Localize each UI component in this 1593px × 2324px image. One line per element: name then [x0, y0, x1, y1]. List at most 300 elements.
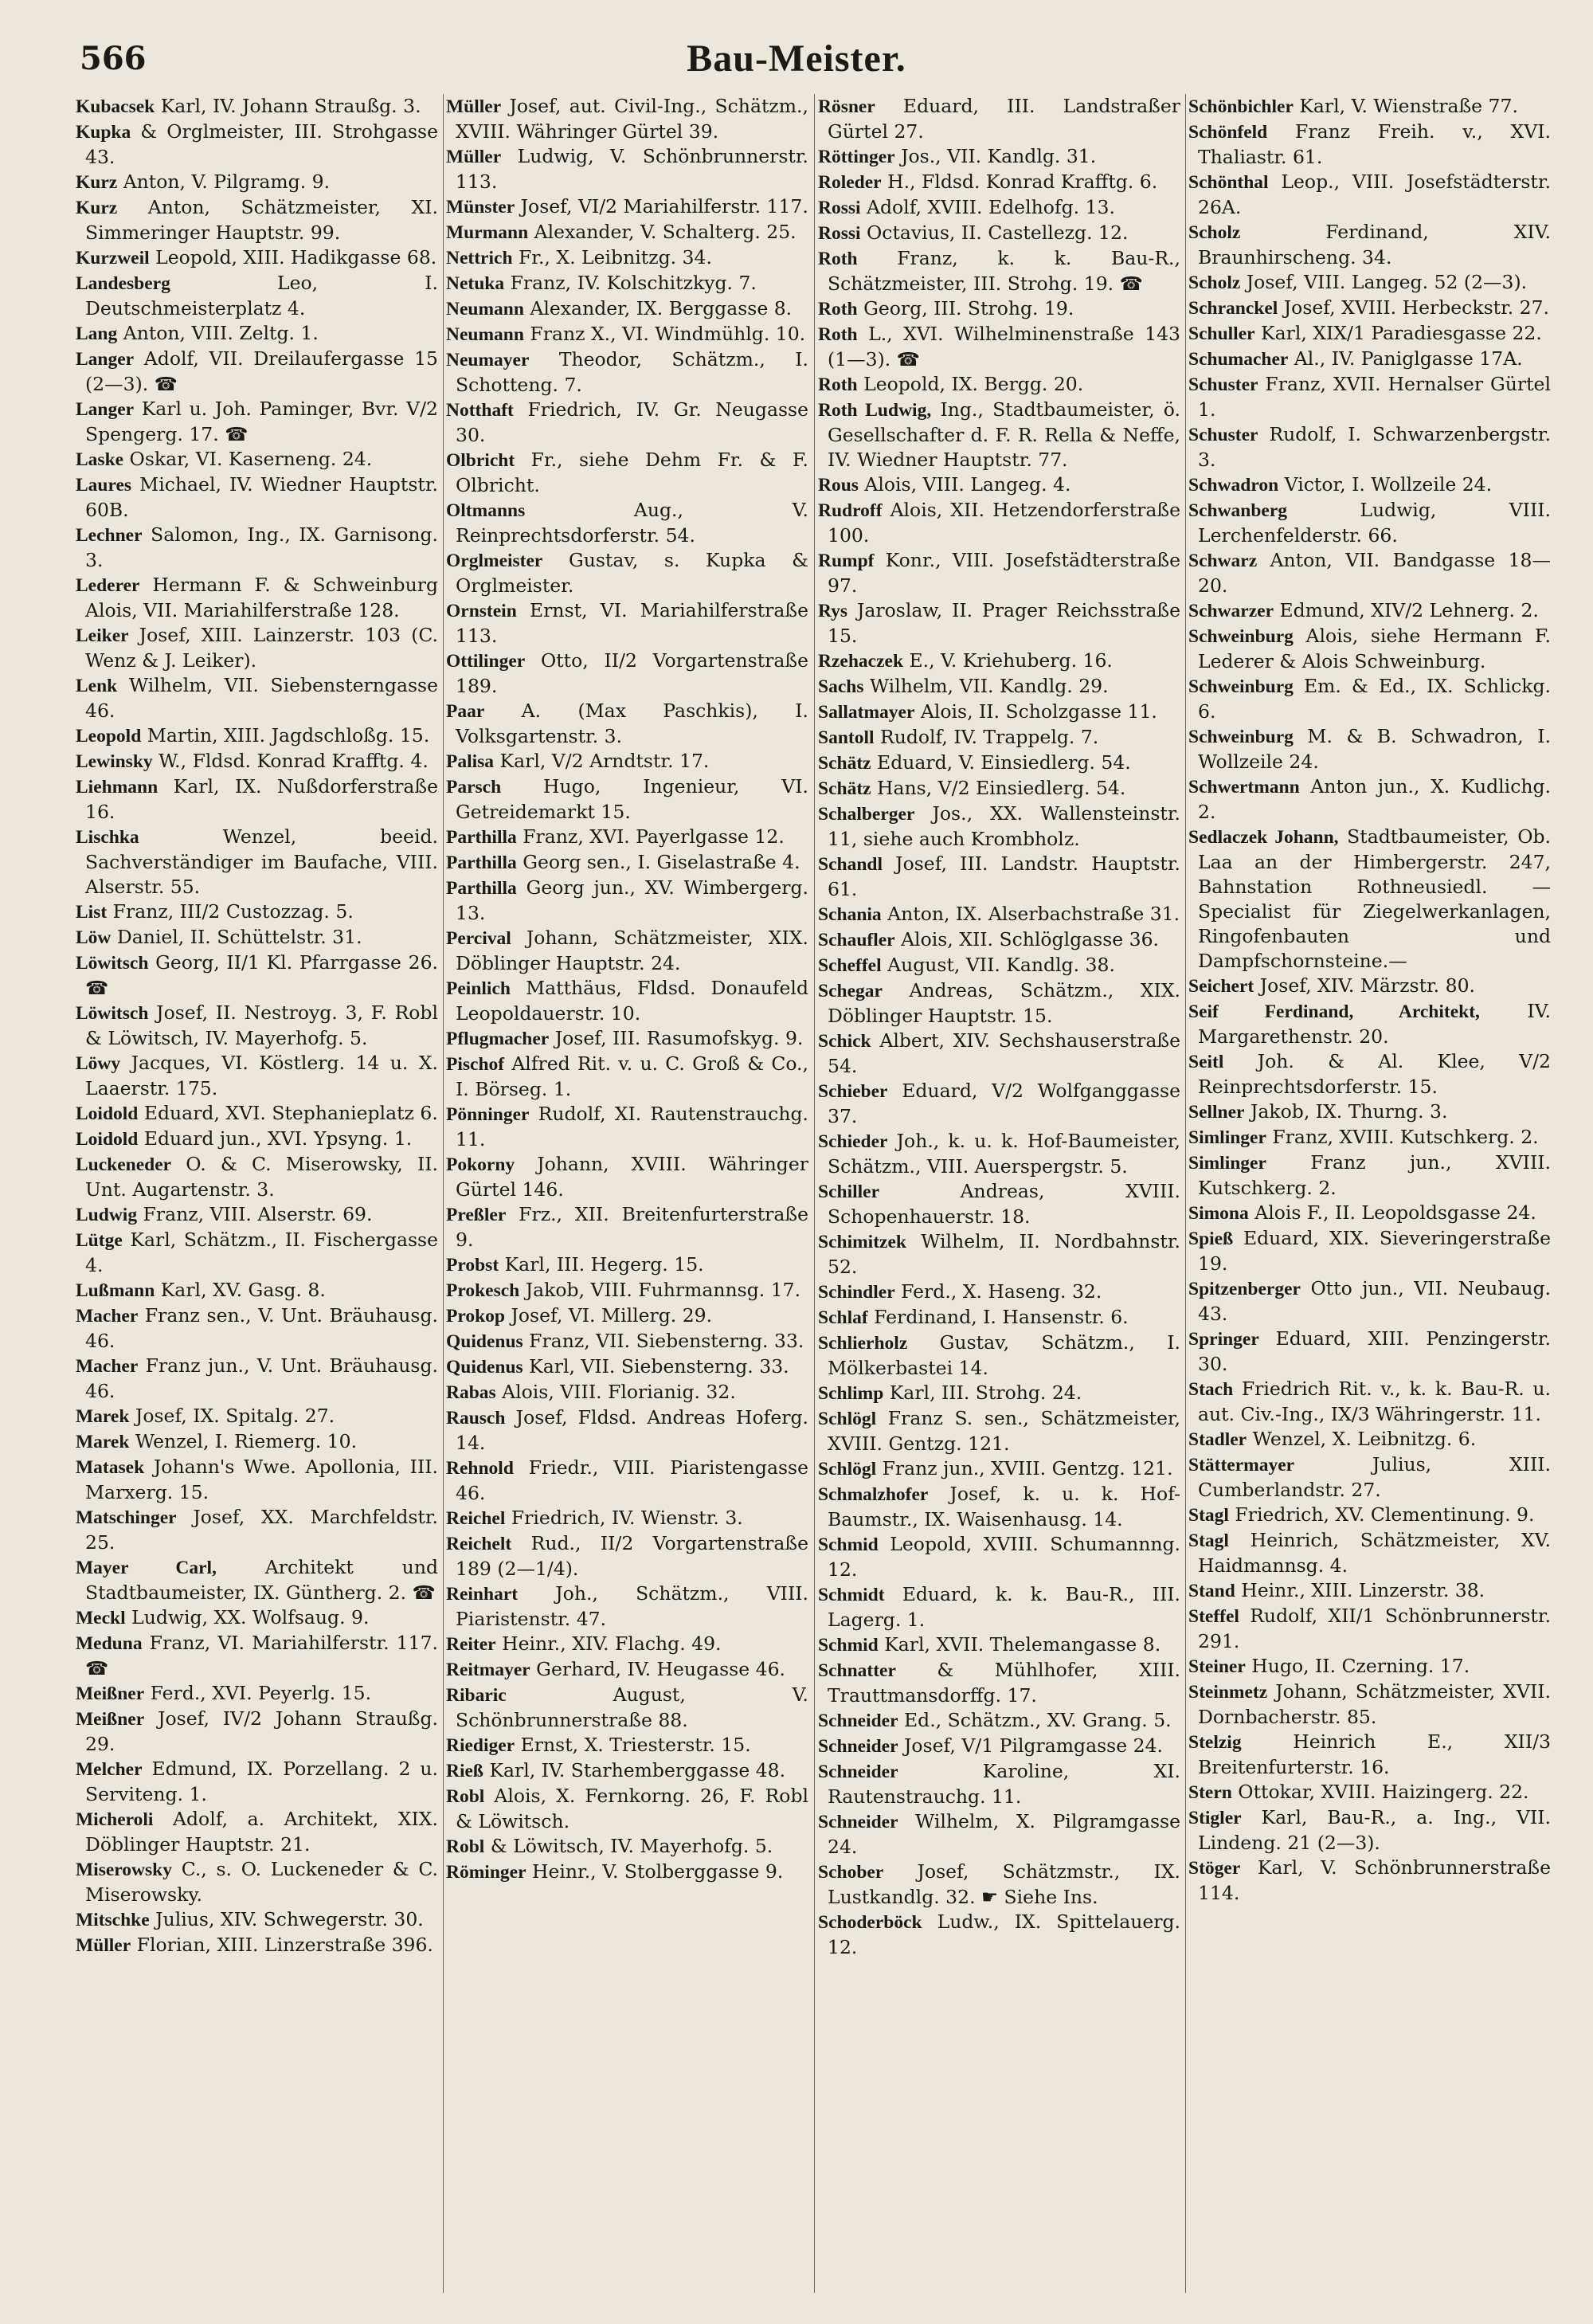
entry-name: Schweinburg — [1188, 727, 1294, 747]
directory-entry — [1188, 120, 1551, 170]
entry-details: Wenzel, X. Leibnitzg. 6. — [1247, 1428, 1477, 1450]
entry-name: Seif Ferdinand, Architekt, — [1188, 1001, 1480, 1022]
entry-details: Ernst, VI. Mariahilferstraße 113. — [456, 599, 808, 647]
directory-entry — [76, 1757, 438, 1807]
directory-entry — [76, 673, 438, 723]
directory-entry — [1188, 1327, 1551, 1377]
directory-entry — [446, 598, 808, 649]
entry-name: Parthilla — [446, 852, 517, 873]
entry-name: List — [76, 902, 108, 923]
directory-entry — [818, 94, 1180, 144]
directory-entry — [1188, 1125, 1551, 1150]
entry-name: Roth — [818, 249, 858, 269]
entry-details: Heinr., V. Stolberggasse 9. — [526, 1860, 784, 1883]
entry-name: Mitschke — [76, 1910, 150, 1930]
entry-name: Peinlich — [446, 978, 511, 999]
entry-name: Springer — [1188, 1329, 1259, 1350]
entry-details: Johann's Wwe. Apollonia, III. Marxerg. 15. — [85, 1456, 438, 1503]
directory-entry — [446, 825, 808, 850]
entry-name: Steinmetz — [1188, 1682, 1268, 1703]
directory-entry — [1188, 1503, 1551, 1528]
entry-details: Alois, X. Fernkorng. 26, F. Robl & Löwitsch. — [456, 1785, 808, 1832]
entry-details: Ludwig, XX. Wolfsaug. 9. — [125, 1606, 370, 1628]
entry-details: Josef, VIII. Langeg. 52 (2—3). — [1240, 271, 1528, 293]
directory-entry — [1188, 1528, 1551, 1578]
entry-details: Joh. & Al. Klee, V/2 Reinprechtsdorferstr. 15. — [1198, 1050, 1551, 1098]
directory-entry — [446, 1202, 808, 1252]
entry-name: Pflugmacher — [446, 1029, 550, 1049]
entry-details: Joh., k. u. k. Hof-Baumeister, Schätzm., VIII. Auerspergstr. 5. — [828, 1130, 1180, 1178]
entry-name: Lenk — [76, 676, 118, 696]
entry-details: Josef, XIV. Märzstr. 80. — [1254, 974, 1475, 997]
entry-name: Schlaf — [818, 1307, 868, 1328]
entry-name: Lang — [76, 323, 118, 344]
directory-entry — [76, 1505, 438, 1555]
entry-details: Karl, Bau-R., a. Ing., VII. Lindeng. 21 (2—3). — [1198, 1806, 1551, 1854]
entry-name: Rossi — [818, 198, 861, 218]
entry-name: Nettrich — [446, 248, 513, 268]
entry-details: Konr., VIII. Josefstädterstraße 97. — [828, 549, 1180, 597]
directory-entry — [446, 498, 808, 548]
directory-entry — [446, 1657, 808, 1683]
directory-entry — [76, 1681, 438, 1707]
entry-details: Ferdinand, I. Hansenstr. 6. — [867, 1306, 1129, 1328]
entry-name: Neumann — [446, 299, 524, 319]
entry-details: Ludw., IX. Spittelauerg. 12. — [828, 1911, 1180, 1958]
directory-entry — [446, 699, 808, 749]
directory-entry — [1188, 347, 1551, 372]
entry-name: Kurz — [76, 198, 118, 218]
entry-details: M. & B. Schwadron, I. Wollzeile 24. — [1198, 725, 1551, 773]
entry-details: Alois, siehe Hermann F. Lederer & Alois Schweinburg. — [1198, 625, 1551, 672]
entry-details: Jaroslaw, II. Prager Reichsstraße 15. — [828, 599, 1180, 647]
entry-name: Schmidt — [818, 1585, 885, 1605]
entry-name: Quidenus — [446, 1331, 523, 1352]
entry-details: Hugo, Ingenieur, VI. Getreidemarkt 15. — [456, 775, 808, 823]
directory-entry — [446, 1456, 808, 1506]
entry-name: Schönthal — [1188, 172, 1269, 193]
directory-entry — [818, 1708, 1180, 1734]
entry-name: Pönninger — [446, 1104, 530, 1125]
directory-entry — [818, 1759, 1180, 1809]
directory-entry — [1188, 825, 1551, 974]
directory-entry — [446, 1329, 808, 1354]
entry-details: Johann, XVIII. Währinger Gürtel 146. — [456, 1153, 808, 1201]
entry-details: Karl, XVII. Thelemangasse 8. — [878, 1633, 1161, 1656]
entry-details: Wilhelm, II. Nordbahnstr. 52. — [828, 1230, 1180, 1278]
entry-name: Schwadron — [1188, 475, 1279, 496]
entry-name: Schweinburg — [1188, 626, 1294, 647]
entry-details: Eduard, XIX. Sieveringerstraße 19. — [1198, 1227, 1551, 1275]
entry-details: Johann, Schätzmeister, XIX. Döblinger Hauptstr. 24. — [456, 927, 808, 974]
directory-entry — [76, 1907, 438, 1933]
entry-name: Lederer — [76, 575, 140, 596]
entry-name: Neumayer — [446, 350, 530, 370]
entry-name: Matasek — [76, 1457, 145, 1478]
directory-entry — [1188, 472, 1551, 498]
entry-details: Johann, Schätzmeister, XVII. Dornbacherstr. 85. — [1198, 1680, 1551, 1728]
entry-name: Rehnold — [446, 1458, 514, 1479]
entry-name: Schumacher — [1188, 349, 1289, 370]
entry-name: Kurzweil — [76, 248, 150, 268]
entry-name: Müller — [76, 1935, 131, 1956]
entry-name: Schneider — [818, 1812, 898, 1832]
entry-name: Parsch — [446, 777, 502, 798]
entry-details: Josef, VI/2 Mariahilferstr. 117. — [515, 195, 808, 218]
entry-details: E., V. Kriehuberg. 16. — [903, 649, 1113, 672]
entry-name: Stagl — [1188, 1505, 1229, 1526]
entry-name: Löwy — [76, 1053, 121, 1074]
directory-entry — [818, 1734, 1180, 1759]
directory-entry — [446, 245, 808, 271]
entry-name: Rzehaczek — [818, 651, 904, 672]
entry-name: Schwertmann — [1188, 777, 1300, 798]
entry-name: Münster — [446, 197, 515, 218]
directory-entry — [818, 144, 1180, 170]
entry-name: Schwarzer — [1188, 601, 1274, 621]
directory-entry — [818, 1658, 1180, 1708]
entry-name: Rausch — [446, 1408, 506, 1428]
directory-entry — [446, 322, 808, 347]
directory-entry — [818, 978, 1180, 1029]
directory-entry — [1188, 1150, 1551, 1201]
entry-details: Josef, IX. Spitalg. 27. — [129, 1405, 335, 1427]
entry-name: Schimitzek — [818, 1232, 906, 1252]
directory-entry — [76, 447, 438, 472]
entry-name: Robl — [446, 1836, 485, 1857]
page-title: Bau-Meister. — [687, 37, 906, 80]
directory-entry — [818, 472, 1180, 498]
entry-details: Ludwig, V. Schönbrunnerstr. 113. — [456, 145, 808, 193]
entry-details: Karl, XV. Gasg. 8. — [155, 1279, 326, 1301]
directory-entry — [76, 1807, 438, 1857]
entry-name: Stand — [1188, 1581, 1235, 1601]
entry-name: Riediger — [446, 1735, 515, 1756]
entry-name: Schweinburg — [1188, 676, 1294, 697]
directory-entry — [1188, 321, 1551, 347]
directory-columns — [76, 94, 1557, 2309]
entry-name: Miserowsky — [76, 1860, 172, 1880]
entry-details: Jakob, VIII. Fuhrmannsg. 17. — [519, 1279, 801, 1301]
entry-name: Rys — [818, 601, 848, 621]
entry-details: Anton, VII. Bandgasse 18—20. — [1198, 549, 1551, 597]
entry-details: Karl, V. Wienstraße 77. — [1293, 95, 1518, 117]
entry-details: Karl, V/2 Arndtstr. 17. — [494, 750, 710, 772]
entry-name: Lewinsky — [76, 751, 153, 772]
entry-name: Notthaft — [446, 400, 514, 421]
entry-name: Simona — [1188, 1203, 1249, 1224]
entry-details: Jos., XX. Wallensteinstr. 11, siehe auch Krombholz. — [828, 802, 1180, 850]
directory-entry — [76, 1455, 438, 1505]
entry-name: Marek — [76, 1432, 130, 1452]
entry-details: Karl, III. Strohg. 24. — [883, 1381, 1082, 1404]
entry-name: Schuller — [1188, 323, 1255, 344]
entry-details: August, VII. Kandlg. 38. — [881, 954, 1115, 976]
directory-entry — [818, 1381, 1180, 1406]
entry-details: Hermann F. & Schweinburg Alois, VII. Mariahilferstraße 128. — [85, 574, 438, 621]
entry-details: Octavius, II. Castellezg. 12. — [860, 221, 1129, 244]
entry-details: & Mühlhofer, XIII. Trauttmansdorffg. 17. — [828, 1659, 1180, 1707]
entry-name: Meduna — [76, 1633, 143, 1654]
entry-details: Karl, III. Hegerg. 15. — [499, 1253, 704, 1276]
entry-details: Josef, III. Landstr. Hauptstr. 61. — [828, 852, 1180, 900]
entry-name: Stagl — [1188, 1530, 1229, 1551]
directory-entry — [76, 723, 438, 749]
entry-details: Friedrich, IV. Gr. Neugasse 30. — [456, 398, 808, 446]
entry-details: Franz jun., XVIII. Gentzg. 121. — [876, 1457, 1173, 1479]
directory-entry — [1188, 220, 1551, 270]
entry-name: Schaufler — [818, 930, 895, 950]
entry-name: Roth — [818, 299, 858, 319]
entry-details: Franz, VI. Mariahilferstr. 117. ☎ — [85, 1632, 438, 1679]
entry-details: Josef, Schätzmstr., IX. Lustkandlg. 32. ☛ Siehe Ins. — [828, 1860, 1180, 1908]
entry-name: Schranckel — [1188, 298, 1278, 319]
entry-details: Ludwig, VIII. Lerchenfelderstr. 66. — [1198, 499, 1551, 547]
entry-name: Schober — [818, 1862, 884, 1883]
entry-name: Seichert — [1188, 976, 1254, 997]
directory-entry — [818, 398, 1180, 472]
entry-details: Franz jun., V. Unt. Bräuhausg. 46. — [85, 1354, 438, 1402]
entry-details: Gustav, Schätzm., I. Mölkerbastei 14. — [828, 1331, 1180, 1379]
entry-details: Franz sen., V. Unt. Bräuhausg. 46. — [85, 1304, 438, 1352]
entry-details: Andreas, XVIII. Schopenhauerstr. 18. — [828, 1180, 1180, 1228]
directory-entry — [76, 245, 438, 271]
entry-name: Reichelt — [446, 1534, 512, 1554]
directory-entry — [818, 1129, 1180, 1179]
entry-details: Victor, I. Wollzeile 24. — [1278, 473, 1493, 496]
entry-details: Josef, Fldsd. Andreas Hoferg. 14. — [456, 1406, 808, 1454]
entry-name: Micheroli — [76, 1809, 154, 1830]
entry-details: Julius, XIII. Cumberlandstr. 27. — [1198, 1453, 1551, 1501]
directory-entry — [446, 1278, 808, 1303]
directory-entry — [818, 1280, 1180, 1305]
entry-name: Stadler — [1188, 1429, 1247, 1450]
entry-name: Meckl — [76, 1608, 126, 1628]
directory-entry — [76, 573, 438, 623]
entry-details: Leopold, XVIII. Schumannng. 12. — [828, 1533, 1180, 1581]
directory-entry — [446, 1152, 808, 1202]
entry-details: Franz X., VI. Windmühlg. 10. — [523, 323, 806, 345]
entry-details: Josef, XVIII. Herbeckstr. 27. — [1278, 296, 1550, 319]
directory-entry — [76, 120, 438, 170]
directory-entry — [1188, 1226, 1551, 1276]
entry-details: Martin, XIII. Jagdschloßg. 15. — [141, 724, 430, 747]
directory-entry — [76, 1101, 438, 1127]
directory-entry — [1188, 1377, 1551, 1427]
directory-entry — [818, 801, 1180, 852]
entry-name: Lischka — [76, 827, 139, 848]
entry-name: Stigler — [1188, 1808, 1242, 1828]
entry-details: Franz, III/2 Custozzag. 5. — [107, 900, 354, 923]
directory-entry — [76, 1127, 438, 1152]
directory-entry — [818, 1029, 1180, 1079]
directory-entry — [76, 321, 438, 347]
entry-name: Schieber — [818, 1081, 888, 1102]
directory-entry — [446, 1405, 808, 1456]
entry-name: Luckeneder — [76, 1154, 172, 1175]
entry-name: Pischof — [446, 1054, 505, 1075]
entry-name: Prokesch — [446, 1280, 520, 1301]
directory-entry — [76, 472, 438, 523]
entry-name: Meißner — [76, 1709, 145, 1730]
directory-entry — [818, 1079, 1180, 1129]
entry-details: Alois, XII. Schlöglgasse 36. — [894, 928, 1160, 950]
directory-entry — [446, 1380, 808, 1405]
entry-name: Marek — [76, 1406, 130, 1427]
entry-details: Rudolf, XI. Rautenstrauchg. 11. — [456, 1103, 808, 1150]
directory-entry — [818, 649, 1180, 674]
directory-entry — [76, 1631, 438, 1681]
entry-name: Simlinger — [1188, 1127, 1266, 1148]
entry-name: Scholz — [1188, 272, 1241, 293]
entry-details: Franz, k. k. Bau-R., Schätzmeister, III. Strohg. 19. ☎ — [828, 247, 1180, 295]
entry-name: Rossi — [818, 223, 861, 244]
entry-name: Löw — [76, 927, 112, 948]
directory-entry — [446, 1252, 808, 1278]
entry-details: Salomon, Ing., IX. Garnisong. 3. — [85, 523, 438, 571]
entry-details: Franz jun., XVIII. Kutschkerg. 2. — [1198, 1151, 1551, 1199]
entry-details: Jos., VII. Kandlg. 31. — [894, 145, 1097, 167]
entry-details: Ed., Schätzm., XV. Grang. 5. — [898, 1709, 1172, 1731]
directory-entry — [76, 825, 438, 899]
entry-details: Josef, aut. Civil-Ing., Schätzm., XVIII. Währinger Gürtel 39. — [456, 95, 808, 143]
entry-details: Leop., VIII. Josefstädterstr. 26A. — [1198, 170, 1551, 218]
entry-details: Anton, Schätzmeister, XI. Simmeringer Hauptstr. 99. — [85, 196, 438, 244]
entry-details: Otto jun., VII. Neubaug. 43. — [1198, 1277, 1551, 1325]
entry-details: Michael, IV. Wiedner Hauptstr. 60B. — [85, 473, 438, 521]
entry-name: Spitzenberger — [1188, 1279, 1301, 1299]
directory-entry — [446, 448, 808, 498]
entry-name: Scheffel — [818, 955, 882, 976]
entry-details: Jacques, VI. Köstlerg. 14 u. X. Laaerstr. 175. — [85, 1052, 438, 1099]
directory-entry — [76, 899, 438, 925]
entry-details: Leopold, XIII. Hadikgasse 68. — [149, 246, 437, 268]
entry-details: Fr., siehe Dehm Fr. & F. Olbricht. — [456, 449, 808, 496]
directory-entry — [1188, 1049, 1551, 1099]
entry-details: Franz, VIII. Alserstr. 69. — [137, 1203, 373, 1225]
directory-entry — [1188, 674, 1551, 724]
entry-name: Stern — [1188, 1782, 1232, 1803]
entry-name: Percival — [446, 928, 511, 949]
page-number: 566 — [80, 40, 147, 77]
directory-entry — [1188, 1276, 1551, 1327]
directory-entry — [818, 902, 1180, 927]
entry-details: Alexander, V. Schalterg. 25. — [528, 221, 796, 243]
entry-name: Palisa — [446, 751, 495, 772]
entry-details: Aug., V. Reinprechtsdorferstr. 54. — [456, 499, 808, 547]
directory-entry — [76, 623, 438, 673]
entry-details: Alois, XII. Hetzendorferstraße 100. — [828, 499, 1180, 547]
entry-name: Landesberg — [76, 273, 170, 294]
entry-name: Schania — [818, 904, 882, 925]
entry-name: Pokorny — [446, 1154, 515, 1175]
entry-details: Rudolf, XII/1 Schönbrunnerstr. 291. — [1198, 1605, 1551, 1652]
entry-details: Albert, XIV. Sechshauserstraße 54. — [828, 1029, 1180, 1077]
directory-entry — [818, 927, 1180, 953]
directory-entry — [1188, 498, 1551, 548]
directory-entry — [818, 1229, 1180, 1280]
entry-name: Schwarz — [1188, 551, 1258, 571]
entry-name: Lußmann — [76, 1280, 155, 1301]
entry-name: Schlimp — [818, 1383, 884, 1404]
entry-details: Franz, IV. Kolschitzkyg. 7. — [504, 272, 757, 294]
directory-entry — [446, 850, 808, 876]
entry-details: Friedrich, XV. Clementinung. 9. — [1228, 1503, 1535, 1526]
entry-name: Orglmeister — [446, 551, 543, 571]
directory-entry — [818, 1532, 1180, 1582]
entry-name: Stöger — [1188, 1858, 1241, 1879]
entry-details: Heinr., XIII. Linzerstr. 38. — [1235, 1579, 1485, 1601]
entry-details: Adolf, VII. Dreilaufergasse 15 (2—3). ☎ — [85, 347, 438, 395]
directory-entry — [818, 548, 1180, 598]
directory-entry — [76, 1228, 438, 1278]
directory-entry — [76, 1202, 438, 1228]
entry-details: Rudolf, I. Schwarzenbergstr. 3. — [1198, 423, 1551, 471]
entry-name: Löwitsch — [76, 1003, 149, 1024]
directory-entry — [446, 649, 808, 699]
directory-column-4 — [1188, 94, 1551, 2309]
directory-entry — [818, 1910, 1180, 1960]
directory-entry — [818, 1632, 1180, 1658]
directory-entry — [446, 749, 808, 774]
entry-details: & Löwitsch, IV. Mayerhofg. 5. — [484, 1835, 773, 1857]
entry-details: Florian, XIII. Linzerstraße 396. — [131, 1934, 433, 1956]
entry-details: Rud., II/2 Vorgartenstraße 189 (2—1/4). — [456, 1532, 808, 1580]
entry-details: Franz, XVI. Payerlgasse 12. — [516, 825, 785, 848]
entry-name: Reitmayer — [446, 1660, 530, 1680]
entry-details: Josef, XX. Marchfeldstr. 25. — [85, 1506, 438, 1554]
directory-entry — [818, 1179, 1180, 1229]
directory-entry — [818, 246, 1180, 296]
entry-details: Eduard, V. Einsiedlerg. 54. — [871, 751, 1131, 774]
entry-details: Gerhard, IV. Heugasse 46. — [530, 1658, 785, 1680]
directory-entry — [76, 347, 438, 397]
directory-entry — [818, 170, 1180, 195]
directory-entry — [446, 347, 808, 398]
entry-details: Em. & Ed., IX. Schlickg. 6. — [1198, 675, 1551, 723]
directory-entry — [446, 1834, 808, 1860]
directory-column-3 — [818, 94, 1180, 2309]
entry-details: Jakob, IX. Thurng. 3. — [1244, 1100, 1448, 1123]
entry-details: Ferd., XVI. Peyerlg. 15. — [144, 1682, 372, 1704]
entry-name: Parthilla — [446, 878, 517, 899]
entry-name: Prokop — [446, 1306, 505, 1327]
entry-name: Schmalzhofer — [818, 1484, 929, 1505]
entry-name: Sachs — [818, 676, 864, 697]
entry-details: Edmund, IX. Porzellang. 2 u. Serviteng. 1. — [85, 1758, 438, 1805]
entry-details: Edmund, XIV/2 Lehnerg. 2. — [1274, 599, 1539, 621]
entry-name: Reinhart — [446, 1584, 519, 1605]
entry-name: Roleder — [818, 172, 882, 193]
entry-name: Stach — [1188, 1379, 1234, 1400]
entry-details: Wilhelm, VII. Siebensterngasse 46. — [85, 674, 438, 722]
entry-details: Josef, k. u. k. Hof-Baumstr., IX. Waisenhausg. 14. — [828, 1483, 1180, 1530]
directory-entry — [76, 271, 438, 321]
entry-details: Frz., XII. Breitenfurterstraße 9. — [456, 1203, 808, 1251]
entry-details: Eduard jun., XVI. Ypsyng. 1. — [138, 1127, 413, 1150]
entry-name: Ornstein — [446, 601, 517, 621]
entry-name: Kubacsek — [76, 96, 155, 117]
entry-details: W., Fldsd. Konrad Krafftg. 4. — [152, 750, 429, 772]
entry-name: Sedlaczek Johann, — [1188, 827, 1339, 848]
directory-entry — [818, 852, 1180, 902]
entry-details: Eduard, XVI. Stephanieplatz 6. — [138, 1102, 438, 1124]
entry-name: Schätz — [818, 778, 871, 799]
directory-entry — [446, 1506, 808, 1531]
entry-name: Robl — [446, 1786, 485, 1807]
entry-name: Schick — [818, 1031, 871, 1052]
entry-name: Spieß — [1188, 1229, 1234, 1249]
